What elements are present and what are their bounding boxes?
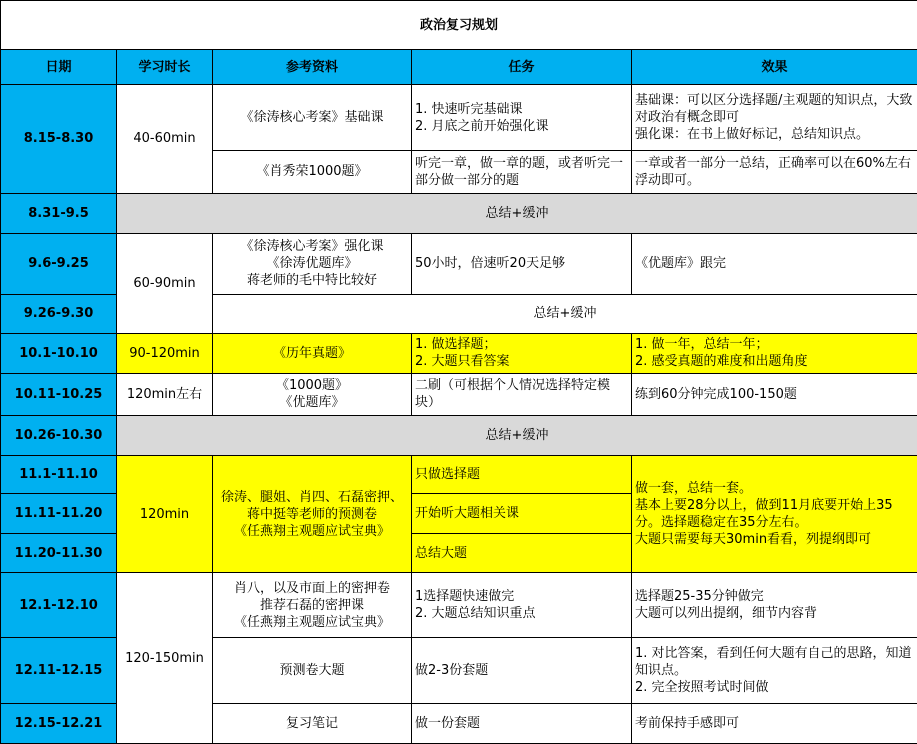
material-cell: 《徐涛核心考案》强化课 《徐涛优题库》 蒋老师的毛中特比较好 xyxy=(213,233,412,294)
date-cell: 12.11-12.15 xyxy=(1,637,117,703)
summary-buffer-cell: 总结+缓冲 xyxy=(213,294,917,333)
header-date: 日期 xyxy=(1,50,117,85)
date-cell: 11.1-11.10 xyxy=(1,456,117,494)
date-cell: 10.26-10.30 xyxy=(1,416,117,456)
duration-cell: 120min左右 xyxy=(117,373,213,415)
effect-cell: 1. 对比答案，看到任何大题有自己的思路，知道知识点。 2. 完全按照考试时间做 xyxy=(632,637,917,703)
date-cell: 10.1-10.10 xyxy=(1,333,117,373)
header-row xyxy=(1,50,917,85)
material-cell: 徐涛、腿姐、肖四、石磊密押、蒋中挺等老师的预测卷 《任燕翔主观题应试宝典》 xyxy=(213,456,412,573)
date-cell: 11.20-11.30 xyxy=(1,534,117,573)
duration-cell: 40-60min xyxy=(117,85,213,193)
date-cell: 8.31-9.5 xyxy=(1,193,117,233)
title-row xyxy=(1,1,917,50)
date-cell: 11.11-11.20 xyxy=(1,494,117,534)
material-cell: 《徐涛核心考案》基础课 xyxy=(213,85,412,151)
header-effect: 效果 xyxy=(632,50,917,85)
effect-cell: 1. 做一年，总结一年； 2. 感受真题的难度和出题角度 xyxy=(632,333,917,373)
effect-cell: 做一套，总结一套。 基本上要28分以上，做到11月底要开始上35分。选择题稳定在35分左右。 大题只需要每天30min看看，列提纲即可 xyxy=(632,456,917,573)
material-cell: 《肖秀荣1000题》 xyxy=(213,151,412,193)
task-cell: 开始听大题相关课 xyxy=(412,494,632,534)
table-row xyxy=(1,416,917,456)
table-row xyxy=(1,573,917,637)
task-cell: 1. 做选择题； 2. 大题只看答案 xyxy=(412,333,632,373)
task-cell: 做一份套题 xyxy=(412,703,632,743)
task-cell: 做2-3份套题 xyxy=(412,637,632,703)
header-task: 任务 xyxy=(412,50,632,85)
summary-buffer-cell: 总结+缓冲 xyxy=(117,193,917,233)
duration-cell: 120min xyxy=(117,456,213,573)
task-cell: 总结大题 xyxy=(412,534,632,573)
material-cell: 肖八，以及市面上的密押卷 推荐石磊的密押课 《任燕翔主观题应试宝典》 xyxy=(213,573,412,637)
table-row xyxy=(1,456,917,494)
task-cell: 听完一章，做一章的题，或者听完一部分做一部分的题 xyxy=(412,151,632,193)
effect-cell: 《优题库》跟完 xyxy=(632,233,917,294)
date-cell: 12.1-12.10 xyxy=(1,573,117,637)
task-cell: 1选择题快速做完 2. 大题总结知识重点 xyxy=(412,573,632,637)
effect-cell: 选择题25-35分钟做完 大题可以列出提纲，细节内容背 xyxy=(632,573,917,637)
header-material: 参考资料 xyxy=(213,50,412,85)
effect-cell: 基础课：可以区分选择题/主观题的知识点，大致对政治有概念即可 强化课：在书上做好标记，总结知识点。 xyxy=(632,85,917,151)
date-cell: 8.15-8.30 xyxy=(1,85,117,193)
date-cell: 9.6-9.25 xyxy=(1,233,117,294)
page-title: 政治复习规划 xyxy=(1,1,917,50)
summary-buffer-cell: 总结+缓冲 xyxy=(117,416,917,456)
material-cell: 复习笔记 xyxy=(213,703,412,743)
material-cell: 预测卷大题 xyxy=(213,637,412,703)
task-cell: 1. 快速听完基础课 2. 月底之前开始强化课 xyxy=(412,85,632,151)
table-row xyxy=(1,193,917,233)
effect-cell: 考前保持手感即可 xyxy=(632,703,917,743)
task-cell: 50小时，倍速听20天足够 xyxy=(412,233,632,294)
table-row xyxy=(1,333,917,373)
table-row xyxy=(1,85,917,151)
table-row xyxy=(1,373,917,415)
date-cell: 9.26-9.30 xyxy=(1,294,117,333)
date-cell: 12.15-12.21 xyxy=(1,703,117,743)
task-cell: 只做选择题 xyxy=(412,456,632,494)
duration-cell: 60-90min xyxy=(117,233,213,333)
material-cell: 《历年真题》 xyxy=(213,333,412,373)
effect-cell: 一章或者一部分一总结，正确率可以在60%左右浮动即可。 xyxy=(632,151,917,193)
material-cell: 《1000题》 《优题库》 xyxy=(213,373,412,415)
duration-cell: 90-120min xyxy=(117,333,213,373)
header-duration: 学习时长 xyxy=(117,50,213,85)
date-cell: 10.11-10.25 xyxy=(1,373,117,415)
table-row xyxy=(1,233,917,294)
duration-cell: 120-150min xyxy=(117,573,213,744)
task-cell: 二刷（可根据个人情况选择特定模块） xyxy=(412,373,632,415)
effect-cell: 练到60分钟完成100-150题 xyxy=(632,373,917,415)
